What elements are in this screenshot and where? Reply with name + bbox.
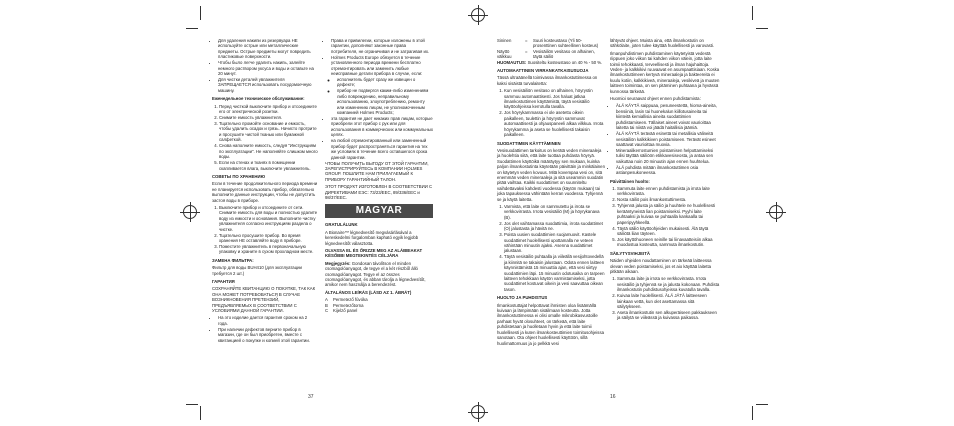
section-heading: ГАРАНТИЯ (212, 279, 235, 284)
spec-eq: = (525, 48, 528, 54)
section-heading: СОВЕТЫ ПО ХРАНЕНИЮ (212, 173, 266, 179)
crop-mark (186, 404, 198, 405)
spec-value: Vesisäiliön vesitaso on alhainen, täytä säiliö (533, 48, 595, 60)
list-item: ◦ прибор не подвергся каким-либо изменениям либо повреждению, неправильному использованию, злоупотреблению, ремонту или изменению лицом, не уполномоченным компанией Holmes Products; (337, 88, 433, 115)
part-letter: C (325, 308, 329, 314)
list-item: 3. Aseta ilmankostutin sen alkuperäiseen pakkaukseen ja säilytä se viileässä ja kuivassa paikassa. (617, 310, 720, 321)
paragraph: ЭТОТ ПРОДУКТ ИЗГОТОВЛЕН В СООТВЕТСТВИИ С ДИРЕКТИВАМИ ЕЭС: 73/23/EEC, 89/336/EEC и 98/37/EEC. (325, 184, 433, 200)
list-item: 1. Varmista, että laite on sammutettu ja irrota se verkkovirrasta. Irrota vesisäiliö (M) ja höyrykanava (B). (504, 204, 605, 220)
section-heading: AUTOMAATTINEN VIRRANKATKAISUSUOJA (497, 68, 589, 74)
part-label: Permetezőtorna (333, 302, 364, 308)
spec-key: Sininen (497, 38, 512, 43)
note-label: HUOMAUTUS: (497, 59, 527, 65)
bullet-list (325, 116, 433, 160)
list-item: • эта гарантия не дает никаких прав лицам, которые приобрели этот прибор с рук или для использования в коммерческих или коммунальных целях. (331, 116, 433, 138)
crop-mark (200, 406, 201, 420)
list-item: 2. Jos höyrykammassa ei ole asetettu oikein paikalleen, tuulettin ja höyrystin sammuvat automaattisesti ja ohjauspaneeli alkaa vilkkua. Irrota höyrykamma ja aseta se huolellisesti takaisin paikalleen. (504, 110, 605, 137)
section-heading: Еженедельное техническое обслуживание: (212, 96, 305, 102)
crop-mark (756, 404, 768, 405)
list-item: 1. Выключите прибор и отсоедините от сети. Снимите емкость для воды и полностью удалите воду из емкости и основания. Выполните чистку увлажнителя согласно инструкциям раздела о чистке. (219, 205, 318, 232)
list-item: 4. Täytä säiliö käyttöohjeiden mukaisesti. Älä täytä säiliötä liian täyteen. (617, 226, 720, 237)
list-item: • Чтобы было легче удалить накипь, залейте немного раствором уксуса и воды и оставьте на 20 минут. (218, 60, 318, 76)
list-item: 4. Снова наполните емкость, следуя "Инструкциям по эксплуатации". Не наполняйте слишком много воды. (219, 143, 318, 159)
numbered-list (610, 186, 720, 248)
paragraph: Huomioi seuraavat ohjeet ennen puhdistamista: (610, 96, 701, 102)
language-banner: MAGYAR (325, 204, 433, 218)
paragraph (325, 261, 433, 288)
crop-mark (200, 6, 201, 20)
bullet-list (610, 103, 720, 175)
numbered-list (497, 88, 605, 137)
list-item: 5. Jos käyttöhuoneen seinille tai liinavaatteisiin alkaa muodostua kosteutta, sammuta ilmankostutin. (617, 237, 720, 248)
list-item: ◦ исполнитель будет сразу же извещен о дефекте; (337, 77, 433, 88)
spec-eq: = (525, 38, 528, 43)
list-item: • ÄLÄ puhdista mitään ilmankostuttimen osia astianpesukoneessa. (616, 165, 720, 176)
page-number-right: 16 (610, 394, 616, 400)
spec-value: Suuri kosteustaso (Yli 50-prosenttinen suhteellinen kosteus) (533, 38, 599, 49)
section-heading: HUOLTO JA PUHDISTUS (497, 295, 548, 301)
paragraph: Ilmanpuhdistimen puhdistaminen käytetyistä vedestä riippuen joko viikon tai kahden viikon välein, jotta laite toimii tehokkaasti, terveellisesti ja ilman hajuhaittoja. Veden- ja kalkkikivi ruuvaavat en asumpaattisiaan. Koska ilmankostuttimeen kertyvä mineraaleja ja bakteereita ei kuulu kotiin, kalkkikiveä, mineraaleja, vesikiveä ja muuten laitteen toimintaa, on sen pitäminen puhtaana ja hyvässä kunnossa tärkeää. (610, 50, 720, 94)
registration-mark-icon (471, 405, 485, 419)
spec-row (497, 49, 605, 60)
registration-mark-icon (471, 8, 485, 22)
spec-row (497, 38, 605, 49)
part-label: Kijelző panel (333, 308, 358, 314)
part-letter: A (325, 297, 328, 303)
paragraph: Tässä ultraäänellä toimivassa ilmankostuttimessa on kaksi sisäistä turvalaitetta: (497, 75, 598, 86)
paragraph: Vesisuodattimen tarkoitus on kerätä veden mineraaleja ja huolehtia siitä, että laite tuottaa puhdasta höyryä. Suodattimen käyttöikä määräytyy sen mukaan, kuinka paljon ilmankostutinta käytetään päivittäin ja minkälainen on käytetyn veden kovuus. Mitä kovempaa vesi on, sitä enemmän veden mineraaleja ja sitä useammin suodatin pitää vaihtaa. Kaikki suodattimet on suunniteltu vaihdettavaksi kahdesti vuodessa (käytön mukaan) tai joka tapauksessa vähintään kerran vuodessa. Tyhjennä se ja käytä laitetta. (497, 147, 605, 202)
numbered-list (497, 204, 605, 292)
list-item: 3. Поместите увлажнитель в первоначальную упаковку и храните в сухом прохладном месте. (219, 244, 318, 255)
paragraph (497, 60, 605, 65)
list-item: 1. Sammuta laite ennen puhdistamista ja irrota laite verkkovirrasta. (617, 186, 720, 197)
paragraph: lähtyvät ohjeet. Muista aina, että ilmankostutin on sähkölaite, joten tulee käyttää huolellisesti ja varovasti. (610, 38, 715, 49)
paragraph: A Bionaire™ légnedvesítő megvásárlásával a kereskedelmi forgalomban kapható egyik legjobb légnedvesítőt választotta. (325, 229, 419, 246)
list-item: • ÄLÄ KÄYTÄ saippuaa, pesuneestettä, hioma-aineita, bensiiniä, lasin tai huonekalun kiillotusaineita tai kiinteitä kemiallisia aineita suodattimien puhdistamiseen. Tällaiset aineet voivat vaurioittaa laitetta tai niistä voi jäädä haitallisia jäämiä. (616, 103, 720, 130)
list-item: • Holmes Products Europe обязуется в течение установленного периода времени бесплатно отремонтировать или заменить любые неисправные детали прибора в случае, если: (331, 55, 433, 77)
part-label: Permetező fúvóka (333, 297, 368, 303)
list-item: 1. Перед чисткой выключите прибор и отсоедините его от электрической розетки. (219, 104, 318, 115)
list-item: • На это изделие дается гарантия сроком на 2 года. (218, 315, 318, 326)
section-heading: SÄILYTYSVIHJEITÄ (610, 250, 650, 256)
column-finnish-2 (610, 38, 720, 321)
paragraph: Фильтр для воды BUH410 (для эксплуатации требуется 2 шт.) (212, 265, 302, 276)
note-text: Suositeltu kosteustaso on 40 % - 50 %. (527, 59, 603, 65)
list-item: • Для чистки деталей увлажнителя ЗАПРЕЩАЕТСЯ использовать посудомоечную машину. (218, 77, 318, 93)
paragraph: Ilmankostuttajat helpottavat ihmisten oloa lisäämällä kuivaan ja lämpimään sisäilmaan kosteutta. Jotta ilmankostuttimessa ei olisi omalle mikrobikasvustoille parhaat hyvät olosuhteet, on tärkeää, että laite puhdistetaan ja huolletaan hyvin ja että laite toimii huolellisesti ja kuten ilmankosteuttimien toimitusohjeissa sanotaan. Ota ohjeet huolellisesti käyttöön, sillä huolimattomuus ja jo pelkkä vesi (497, 302, 604, 346)
list-item: 3. Poista uusien suodattimien suojamuovit. Kastele suodattimet huolellisesti upottamalla ne veteen vähintään minuutin ajaksi. Asenna suodattimet jalustaan. (504, 232, 605, 254)
section-heading: ЗАМЕНА ФИЛЬТРА: (212, 257, 254, 263)
section-heading: Päivittäinen huolto: (610, 178, 650, 184)
note-label: Megjegyzés: (325, 260, 351, 266)
part-letter: B (325, 302, 328, 308)
sub-bullet-list (325, 77, 433, 115)
list-item: • Права и привилегии, которые изложены в этой гарантии, дополняют законные права потребителя, не ограничивая и не затрагивая их. (331, 38, 433, 54)
crop-mark (752, 6, 753, 20)
numbered-list (212, 205, 318, 255)
numbered-list (212, 104, 318, 171)
section-heading: GRATULÁLUNK (325, 222, 358, 228)
registration-mark-icon (769, 205, 783, 219)
crop-mark (186, 28, 198, 29)
crop-mark (752, 406, 753, 420)
list-item: 2. Kuivaa laite huolellisesti. ÄLÄ JÄTÄ laitteeseen lainkaan vettä, kun olet asettamassa sitä säilytykseen. (617, 293, 720, 309)
list-item: • Для удаления накипи из резервуара НЕ используйте острые или металлические предметы. Острые предметы могут повредить пластиковые поверхности. (218, 38, 318, 60)
paragraph: СОХРАНЯЙТЕ КВИТАНЦИЮ О ПОКУПКЕ, ТАК КАК ОНА МОЖЕТ ПОТРЕБОВАТЬСЯ В СЛУЧАЕ ВОЗНИКНОВЕНИЯ ПРЕТЕНЗИЙ, ПРЕДЪЯВЛЯЕМЫХ В СООТВЕТСТВИИ С УСЛОВИЯМИ ДАННОЙ ГАРАНТИИ. (212, 286, 316, 314)
paragraph: ЧТОБЫ ПОЛУЧИТЬ ВЫГОДУ ОТ ЭТОЙ ГАРАНТИИ, ЗАРЕГИСТРИРУЙТЕСЬ В КОМПАНИИ HOLMES GROUP. ПОШЛИТЕ НАМ ПРИЛАГАЕМЫЙ К ПРИБОРУ ГАРАНТИЙНЫЙ ТАЛОН. (325, 160, 429, 182)
bullet-list (212, 38, 318, 93)
note-text: Gondosan távolítson el minden csomagolóanyagot, de tegye el a két részből álló csomagolóanyagot. Tegye el az összes csomagolóanyagot, és abban tárolja a légnedvesítőt, amikor nem használja a berendezést. (325, 260, 426, 288)
section-heading: SUODATTIMEN KÄYTTÄMINEN (497, 140, 561, 146)
list-item: 3. Тщательно промойте основание и емкость, чтобы удалить осадок и грязь. Начисто протрите и просушите чистой тканью или бумажной салфеткой. (219, 121, 318, 143)
list-item: 1. Sammuta laite ja irrota se verkkovirrasta. Irrota vesisäiliö ja tyhjennä se ja jalusta kokonaan. Puhdista ilmankostutin puhdistusohjeissa kuvatulla tavalla. (617, 276, 720, 292)
numbered-list (610, 276, 720, 320)
list-item: • на любой отремонтированный или замененный прибор будет распространяться гарантия на тех же условиях в течение всего оставшегося срока данной гарантии. (331, 138, 433, 160)
list-item: 2. Jos olet vaihtamassa suodattimia, irrota suodattimet (O) jalustasta ja hävitä ne. (504, 221, 605, 232)
list-item: 1. Kun vesisäiliön vesitaso on alhainen, höyrystin sammuu automaattisesti. Jos haluat jatkaa ilmankostuttimen käyttämistä, täytä vesisäiliö käyttöohjeissa kerrotulla tavalla. (504, 88, 605, 110)
list-item: 4. Täytä vesisäiliö puhtaalla ja viileällä vesijohtovedellä ja kiinnitä se takaisin jalustaan. Odota ennen laitteen käynnistämistä 15 minuuttia ajan, että vesi siirtyy suodattimien läpi. 15 minuutin odotusaika on tarpeen laitteen tehokkaan käytön varmistamiseksi, jotta suodattimet kostuvat oikein ja vesi saavuttaa oikean tason. (504, 254, 605, 292)
bullet-list (212, 315, 318, 343)
paragraph: Если в течение продолжительного периода времени не планируется использовать прибор, обязательно выполните данные инструкции, чтобы не допустить застоя воды в приборе. (212, 181, 318, 203)
list-item: • Mineraalikerrostumien poistamisen helpottamiseksi tulisi täyttää säiliöön etikkavesiseosta, ja antaa sen vaikuttaa noin 20 minuutin ajan ennen huuhtelua. (616, 148, 720, 164)
column-russian-1 (212, 38, 318, 344)
paragraph: Näiden ohjeiden noudattaminen on tärkeää laitteessa olevan veden poistamiseksi, jos et aio käyttää laitetta pitkään aikaan. (610, 258, 712, 274)
list-item: 5. Если на стенах и тканях в помещении скапливается влага, выключите увлажнитель. (219, 160, 318, 171)
spec-key: Näyttö välkkuu (497, 48, 512, 60)
part-row (325, 308, 433, 313)
bullet-list (325, 38, 433, 76)
list-item: 2. Снимите емкость увлажнителя. (219, 115, 318, 120)
crop-mark (756, 28, 768, 29)
list-item: 2. Тщательно просушите прибор. Во время хранения НЕ оставляйте воду в приборе. (219, 233, 318, 244)
list-item: 2. Nosta säiliö pois ilmankostuttimesta. (617, 197, 720, 202)
list-item: 3. Tyhjennä jalusta ja säiliö ja huuhtele ne huolellisesti kerääntyneistä lian poistamiseksi. Pyyhi laite puhtaaksi ja kuivaa se puhtaalla kankaalla tai paperipyyhkeellä. (617, 203, 720, 225)
registration-mark-icon (183, 205, 197, 219)
list-item: • При наличии дефектов верните прибор в магазин, где он был приобретен, вместе с квитанцией о покупке и копией этой гарантии. (218, 327, 318, 343)
list-item: • ÄLÄ KÄYTÄ terävää esinettä tai metallisia välineitä vesisäiliön kalkkikiven poistamiseen. Terävät esineet saattavat vaurioittaa muovia. (616, 131, 720, 147)
notice-heading: OLVASSA EL ÉS ŐRIZZE MEG AZ ALÁBBIAKAT KÉSŐBBI MEGTEKINTÉS CÉLJÁRA (325, 247, 423, 259)
section-heading: ÁLTALÁNOS LEÍRÁS (LÁSD AZ 1. ÁBRÁT) (325, 289, 412, 295)
column-finnish-1 (497, 38, 605, 348)
page-number-left: 37 (308, 394, 314, 400)
column-russian-hungarian (325, 38, 433, 313)
